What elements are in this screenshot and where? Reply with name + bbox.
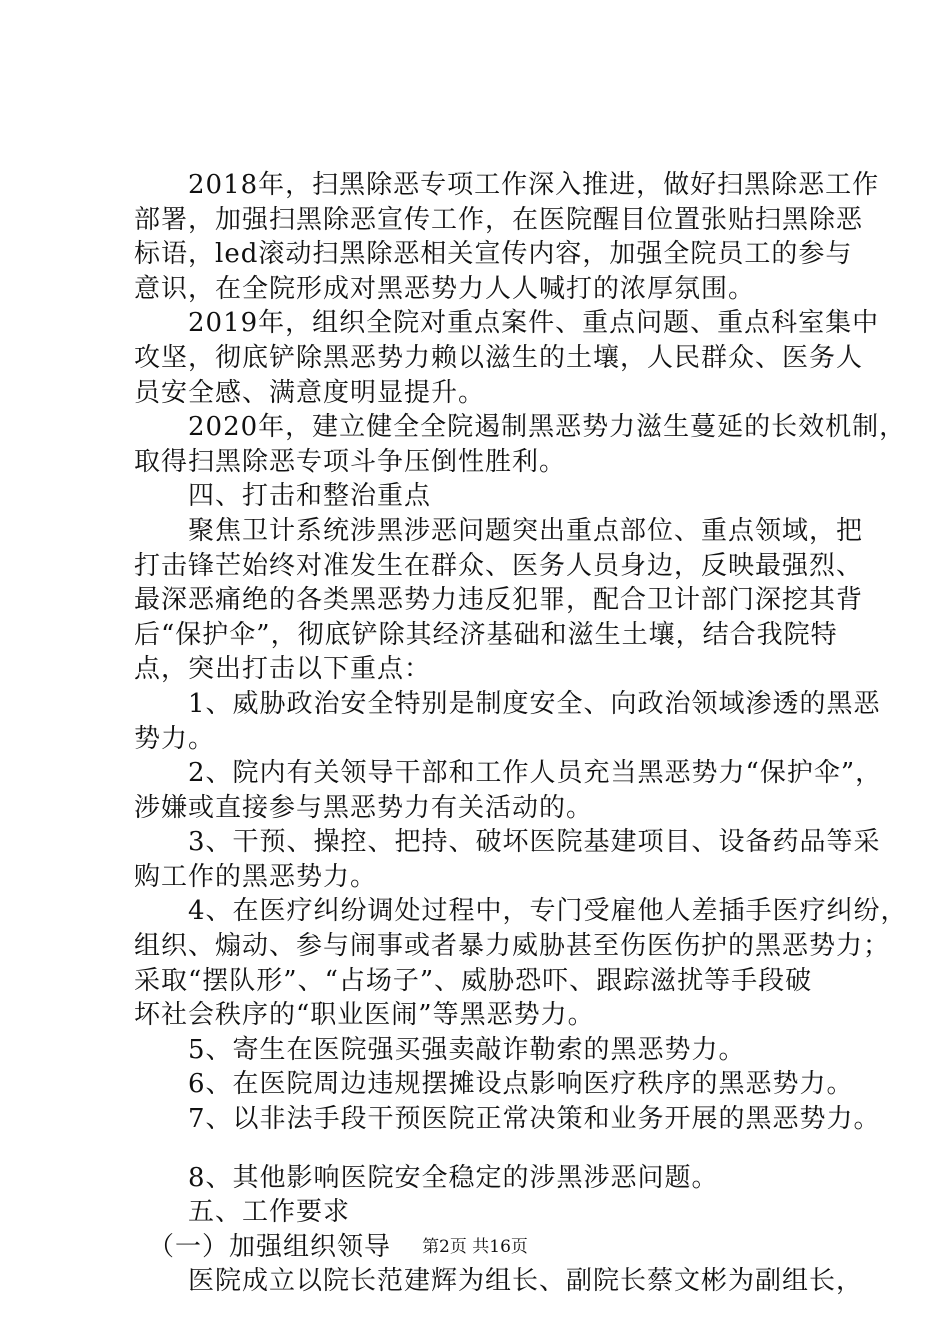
subsection-heading: （一）加强组织领导 <box>134 1231 392 1262</box>
body-line: 意识，在全院形成对黑恶势力人人喊打的浓厚氛围。 <box>134 273 756 304</box>
list-item-line: 3、干预、操控、把持、破坏医院基建项目、设备药品等采 <box>134 827 881 858</box>
list-item-line: 涉嫌或直接参与黑恶势力有关活动的。 <box>134 792 594 823</box>
document-body <box>134 168 908 1299</box>
list-item-line: 组织、煽动、参与闹事或者暴力威胁甚至伤医伤护的黑恶势力； <box>134 931 891 962</box>
list-item-line: 购工作的黑恶势力。 <box>134 861 378 892</box>
list-item-line: 7、以非法手段干预医院正常决策和业务开展的黑恶势力。 <box>134 1104 881 1135</box>
body-line: 2019年，组织全院对重点案件、重点问题、重点科室集中 <box>134 308 880 339</box>
body-line: 2018年，扫黑除恶专项工作深入推进，做好扫黑除恶工作 <box>134 170 880 200</box>
body-line: 部署，加强扫黑除恶宣传工作，在医院醒目位置张贴扫黑除恶 <box>134 204 864 235</box>
list-item-line: 采取“摆队形”、“占场子”、威胁恐吓、跟踪滋扰等手段破 <box>134 965 813 996</box>
list-item-line: 坏社会秩序的“职业医闹”等黑恶势力。 <box>134 1000 595 1031</box>
section-heading: 四、打击和整治重点 <box>134 481 432 512</box>
body-line: 员安全感、满意度明显提升。 <box>134 377 486 408</box>
list-item-line: 5、寄生在医院强买强卖敲诈勒索的黑恶势力。 <box>134 1034 746 1065</box>
body-line: 医院成立以院长范建辉为组长、副院长蔡文彬为副组长， <box>134 1266 864 1297</box>
list-item-line: 8、其他影响医院安全稳定的涉黑涉恶问题。 <box>134 1162 719 1193</box>
page-number-footer: 第2页 共16页 <box>422 1237 528 1257</box>
body-line: 攻坚，彻底铲除黑恶势力赖以滋生的土壤，人民群众、医务人 <box>134 342 864 373</box>
list-item-line: 6、在医院周边违规摆摊设点影响医疗秩序的黑恶势力。 <box>134 1069 854 1100</box>
body-line: 标语，led滚动扫黑除恶相关宣传内容，加强全院员工的参与 <box>134 239 853 270</box>
body-line: 最深恶痛绝的各类黑恶势力违反犯罪，配合卫计部门深挖其背 <box>134 585 864 616</box>
list-item-line: 1、威胁政治安全特别是制度安全、向政治领域渗透的黑恶 <box>134 688 881 719</box>
body-line: 点，突出打击以下重点： <box>134 654 432 685</box>
list-item-line: 2、院内有关领导干部和工作人员充当黑恶势力“保护伞”， <box>134 758 883 789</box>
list-item-line: 4、在医疗纠纷调处过程中，专门受雇他人差插手医疗纠纷， <box>134 896 908 927</box>
body-line: 聚焦卫计系统涉黑涉恶问题突出重点部位、重点领域，把 <box>134 515 864 546</box>
section-heading: 五、工作要求 <box>134 1197 351 1228</box>
body-line: 取得扫黑除恶专项斗争压倒性胜利。 <box>134 446 567 477</box>
body-line: 打击锋芒始终对准发生在群众、医务人员身边，反映最强烈、 <box>134 550 864 581</box>
body-line: 后“保护伞”，彻底铲除其经济基础和滋生土壤，结合我院特 <box>134 619 838 650</box>
list-item-line: 势力。 <box>134 723 216 754</box>
body-line: 2020年，建立健全全院遏制黑恶势力滋生蔓延的长效机制， <box>134 412 907 443</box>
